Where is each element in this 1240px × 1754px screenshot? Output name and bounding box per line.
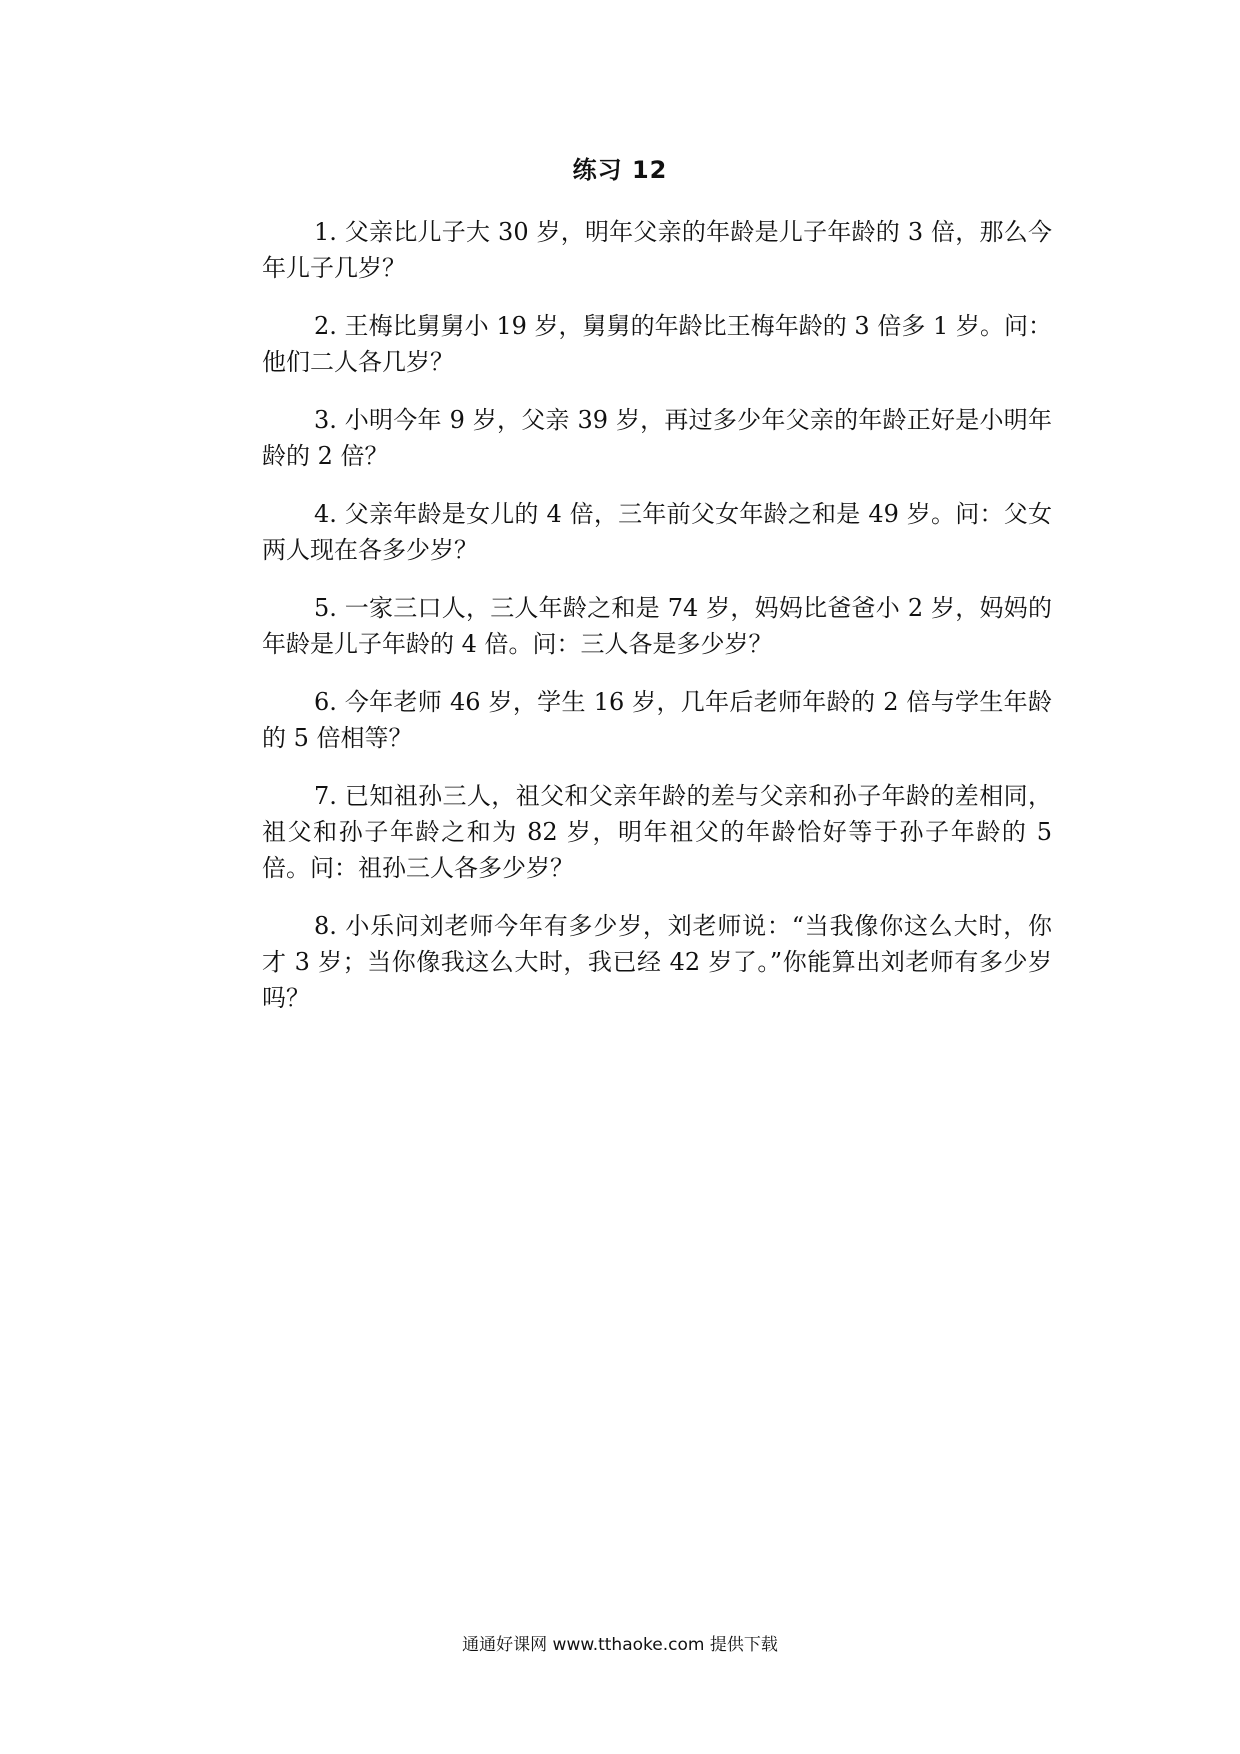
page-title: 练习 12 <box>572 156 668 184</box>
problem-2: 2. 王梅比舅舅小 19 岁，舅舅的年龄比王梅年龄的 3 倍多 1 岁。问：他们二人各几岁？ <box>262 312 1052 376</box>
problem-6: 6. 今年老师 46 岁，学生 16 岁，几年后老师年龄的 2 倍与学生年龄的 5 倍相等？ <box>262 688 1052 752</box>
problem-list <box>262 214 1052 1038</box>
footer-text: 通通好课网 www.tthaoke.com 提供下载 <box>462 1635 778 1655</box>
problem-5: 5. 一家三口人，三人年龄之和是 74 岁，妈妈比爸爸小 2 岁，妈妈的年龄是儿子年龄的 4 倍。问：三人各是多少岁？ <box>262 594 1052 658</box>
problem-7: 7. 已知祖孙三人，祖父和父亲年龄的差与父亲和孙子年龄的差相同，祖父和孙子年龄之和为 82 岁，明年祖父的年龄恰好等于孙子年龄的 5 倍。问：祖孙三人各多少岁？ <box>262 782 1052 882</box>
problem-3: 3. 小明今年 9 岁，父亲 39 岁，再过多少年父亲的年龄正好是小明年龄的 2 倍？ <box>262 406 1052 470</box>
problem-8: 8. 小乐问刘老师今年有多少岁，刘老师说：“当我像你这么大时，你才 3 岁；当你像我这么大时，我已经 42 岁了。”你能算出刘老师有多少岁吗？ <box>262 912 1052 1012</box>
problem-4: 4. 父亲年龄是女儿的 4 倍，三年前父女年龄之和是 49 岁。问：父女两人现在各多少岁？ <box>262 500 1052 564</box>
problem-1: 1. 父亲比儿子大 30 岁，明年父亲的年龄是儿子年龄的 3 倍，那么今年儿子几岁？ <box>262 218 1052 282</box>
